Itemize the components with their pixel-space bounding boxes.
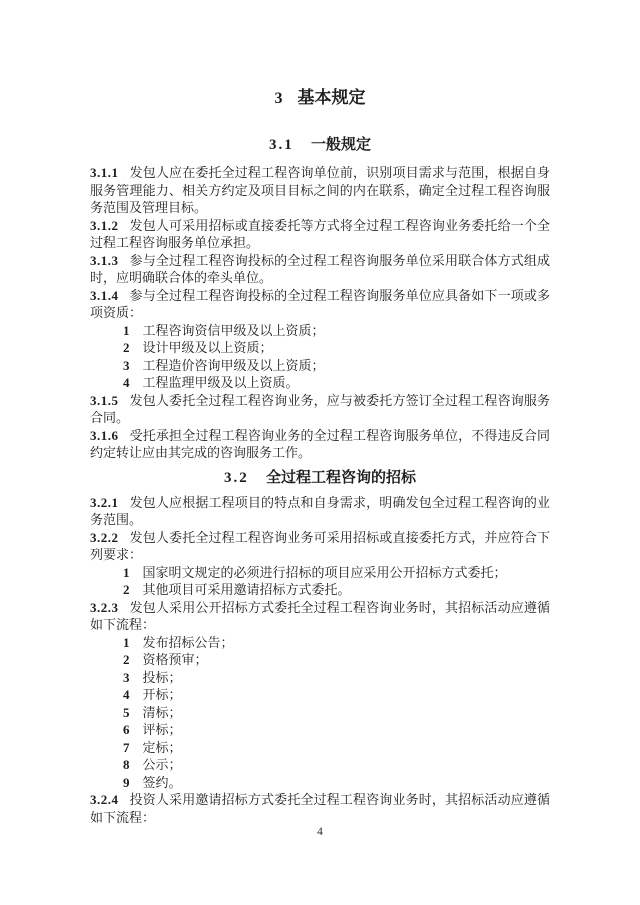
list-item-text: 工程监理甲级及以上资质。 xyxy=(142,375,299,390)
list-item xyxy=(90,739,550,757)
list-item-text: 发布招标公告； xyxy=(142,634,234,650)
list-item xyxy=(90,756,550,774)
clause-text: 参与全过程工程咨询投标的全过程工程咨询服务单位应具备如下一项或多项资质： xyxy=(90,287,550,320)
section-title-text: 一般规定 xyxy=(310,135,371,153)
list-item xyxy=(90,651,550,669)
clause-3-1-2 xyxy=(90,217,550,252)
clause-3-1-5 xyxy=(90,392,550,427)
list-item-number: 4 xyxy=(123,687,130,702)
list-item-text: 公示； xyxy=(142,757,182,772)
list-item xyxy=(90,322,550,340)
list-item-text: 资格预审； xyxy=(142,652,208,667)
list-item-text: 签约。 xyxy=(142,774,182,790)
page-number: 4 xyxy=(317,826,323,838)
list-item xyxy=(90,669,550,687)
list-item-number: 2 xyxy=(123,582,130,597)
clause-number: 3.1.2 xyxy=(90,217,119,233)
list-item xyxy=(90,339,550,357)
list-item-text: 工程咨询资信甲级及以上资质； xyxy=(142,322,325,338)
chapter-title-text: 基本规定 xyxy=(297,88,366,108)
clause-3-1-6 xyxy=(90,427,550,462)
list-item-text: 国家明文规定的必须进行招标的项目应采用公开招标方式委托； xyxy=(142,564,507,580)
clause-text: 发包人委托全过程工程咨询业务，应与被委托方签订全过程工程咨询服务合同。 xyxy=(90,392,550,425)
clause-text: 受托承担全过程工程咨询业务的全过程工程咨询服务单位，不得违反合同约定转让应由其完成的咨询服务工作。 xyxy=(90,427,550,460)
list-item xyxy=(90,357,550,375)
clause-text: 投资人采用邀请招标方式委托全过程工程咨询业务时，其招标活动应遵循如下流程： xyxy=(90,792,550,825)
list-item-number: 6 xyxy=(123,722,130,737)
list-item-number: 2 xyxy=(123,340,130,355)
list-item-number: 1 xyxy=(123,564,130,580)
list-item-text: 工程造价咨询甲级及以上资质； xyxy=(142,357,325,373)
section-heading-3-1 xyxy=(90,135,550,154)
list-item-text: 开标； xyxy=(142,687,182,702)
clause-text: 参与全过程工程咨询投标的全过程工程咨询服务单位采用联合体方式组成时，应明确联合体的牵头单位。 xyxy=(90,252,550,285)
list-item-text: 投标； xyxy=(142,669,182,685)
list-item-number: 1 xyxy=(123,634,130,650)
list-item xyxy=(90,774,550,792)
clause-text: 发包人采用公开招标方式委托全过程工程咨询业务时，其招标活动应遵循如下流程： xyxy=(90,599,550,632)
list-item-number: 5 xyxy=(123,704,130,720)
clause-number: 3.1.1 xyxy=(90,165,119,180)
list-item xyxy=(90,721,550,739)
list-item-number: 4 xyxy=(123,375,130,390)
clause-text: 发包人应在委托全过程工程咨询单位前，识别项目需求与范围，根据自身服务管理能力、相关方约定及项目目标之间的内在联系，确定全过程工程咨询服务范围及管理目标。 xyxy=(90,165,550,215)
clause-number: 3.2.2 xyxy=(90,529,119,545)
clause-3-2-3 xyxy=(90,599,550,634)
list-item-number: 9 xyxy=(123,774,130,790)
list-item xyxy=(90,634,550,652)
clause-number: 3.2.3 xyxy=(90,599,119,615)
list-item-text: 定标； xyxy=(142,739,182,755)
clause-3-1-4 xyxy=(90,287,550,322)
list-item-number: 8 xyxy=(123,757,130,772)
clause-3-2-2 xyxy=(90,529,550,564)
clause-3-2-1 xyxy=(90,494,550,529)
list-item xyxy=(90,581,550,599)
clause-3-1-3 xyxy=(90,252,550,287)
clause-number: 3.2.4 xyxy=(90,792,119,807)
list-item xyxy=(90,686,550,704)
list-item-text: 清标； xyxy=(142,704,182,720)
clause-number: 3.2.1 xyxy=(90,494,119,510)
clause-number: 3.1.6 xyxy=(90,427,119,443)
list-item-number: 3 xyxy=(123,669,130,685)
clause-number: 3.1.4 xyxy=(90,287,119,303)
section-number: 3.2 xyxy=(224,469,249,486)
list-item-text: 设计甲级及以上资质； xyxy=(142,340,273,355)
clause-text: 发包人委托全过程工程咨询业务可采用招标或直接委托方式，并应符合下列要求： xyxy=(90,529,550,562)
clause-3-2-4 xyxy=(90,791,550,826)
list-item-text: 评标； xyxy=(142,722,182,737)
list-item xyxy=(90,564,550,582)
list-item xyxy=(90,374,550,392)
clause-3-1-1 xyxy=(90,164,550,217)
list-item-number: 1 xyxy=(123,322,130,338)
section-number: 3.1 xyxy=(269,137,294,153)
list-item-number: 3 xyxy=(123,357,130,373)
clause-text: 发包人应根据工程项目的特点和自身需求，明确发包全过程工程咨询的业务范围。 xyxy=(90,494,550,527)
list-item-text: 其他项目可采用邀请招标方式委托。 xyxy=(142,582,351,597)
section-title-text: 全过程工程咨询的招标 xyxy=(265,467,416,486)
chapter-title xyxy=(90,88,550,109)
clause-text: 发包人可采用招标或直接委托等方式将全过程工程咨询业务委托给一个全过程工程咨询服务单位承担。 xyxy=(90,217,550,250)
clause-number: 3.1.5 xyxy=(90,392,119,408)
list-item-number: 7 xyxy=(123,739,130,755)
list-item-number: 2 xyxy=(123,652,130,667)
clause-number: 3.1.3 xyxy=(90,252,119,268)
section-heading-3-2 xyxy=(90,468,550,487)
page-content xyxy=(90,88,550,826)
chapter-number: 3 xyxy=(274,90,283,107)
list-item xyxy=(90,704,550,722)
